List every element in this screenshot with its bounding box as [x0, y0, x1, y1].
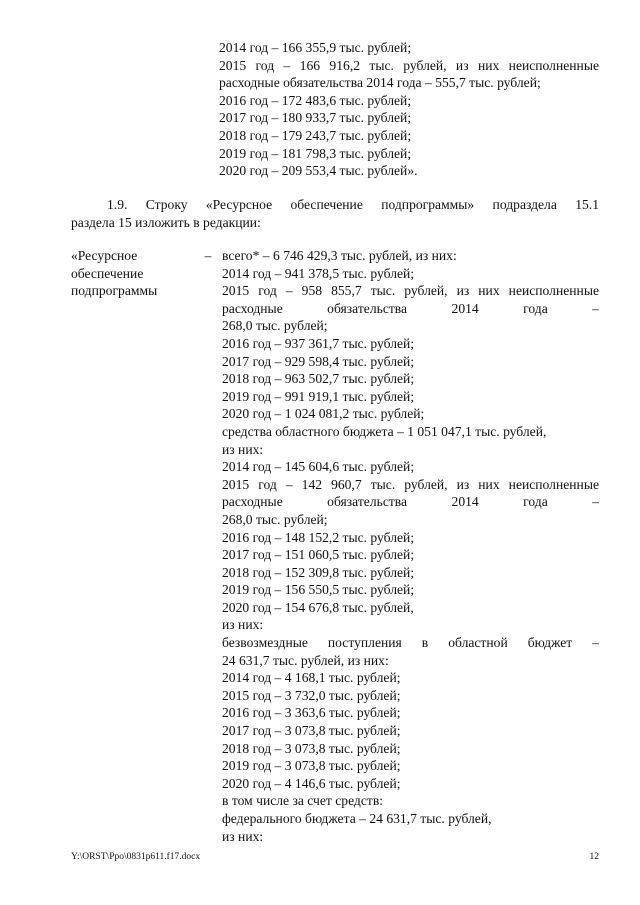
- value-line: 2017 год – 151 060,5 тыс. рублей;: [222, 547, 415, 563]
- value-line: 2016 год – 148 152,2 тыс. рублей;: [222, 529, 415, 545]
- value-line: 2015 год – 958 855,7 тыс. рублей, из них неисполненные: [222, 283, 599, 299]
- value-line: расходные обязательства 2014 года –: [222, 494, 599, 510]
- top-year-list: [219, 39, 599, 180]
- row-label: [71, 247, 211, 300]
- paragraph-line-1: 1.9. Строку «Ресурсное обеспечение подпрограммы» подраздела 15.1: [107, 197, 599, 212]
- value-line: из них:: [222, 441, 264, 457]
- value-line: 2019 год – 156 550,5 тыс. рублей;: [222, 582, 415, 598]
- year-line: 2018 год – 179 243,7 тыс. рублей;: [219, 127, 412, 143]
- paragraph-line-2: раздела 15 изложить в редакции:: [71, 214, 261, 230]
- year-line: 2019 год – 181 798,3 тыс. рублей;: [219, 145, 412, 161]
- value-line: 268,0 тыс. рублей;: [222, 318, 328, 334]
- value-line: из них:: [222, 828, 264, 844]
- value-line: 2018 год – 152 309,8 тыс. рублей;: [222, 564, 415, 580]
- value-line: всего* – 6 746 429,3 тыс. рублей, из них:: [222, 248, 457, 263]
- value-line: 2015 год – 142 960,7 тыс. рублей, из них неисполненные: [222, 476, 599, 492]
- value-line: 2016 год – 937 361,7 тыс. рублей;: [222, 335, 415, 351]
- value-line: средства областного бюджета – 1 051 047,1 тыс. рублей,: [222, 423, 547, 439]
- value-line: 2020 год – 4 146,6 тыс. рублей;: [222, 775, 401, 791]
- value-line: федерального бюджета – 24 631,7 тыс. рублей,: [222, 811, 492, 826]
- value-line: безвозмездные поступления в областной бюджет –: [222, 635, 599, 651]
- value-line: 2018 год – 963 502,7 тыс. рублей;: [222, 371, 415, 387]
- value-line: 2016 год – 3 363,6 тыс. рублей;: [222, 705, 401, 721]
- year-line: 2020 год – 209 553,4 тыс. рублей».: [219, 163, 418, 179]
- label-dash: –: [204, 248, 212, 263]
- value-line: 2015 год – 3 732,0 тыс. рублей;: [222, 687, 401, 703]
- value-line: в том числе за счет средств:: [222, 793, 384, 809]
- year-line: 2016 год – 172 483,6 тыс. рублей;: [219, 92, 412, 108]
- value-line: 2017 год – 929 598,4 тыс. рублей;: [222, 353, 415, 369]
- value-line: 2020 год – 154 676,8 тыс. рублей,: [222, 599, 414, 615]
- value-line: расходные обязательства 2014 года –: [222, 300, 599, 316]
- footer-file-path: Y:\ORST\Ppo\0831p611.f17.docx: [71, 852, 201, 862]
- year-line: 2015 год – 166 916,2 тыс. рублей, из них неисполненные: [219, 57, 599, 73]
- instruction-paragraph: [71, 196, 599, 231]
- value-line: 268,0 тыс. рублей;: [222, 511, 328, 527]
- value-line: 2019 год – 3 073,8 тыс. рублей;: [222, 758, 401, 774]
- value-line: из них:: [222, 617, 264, 633]
- year-line: расходные обязательства 2014 года – 555,7 тыс. рублей;: [219, 75, 541, 91]
- value-line: 2019 год – 991 919,1 тыс. рублей;: [222, 388, 415, 404]
- value-line: 2014 год – 4 168,1 тыс. рублей;: [222, 670, 401, 686]
- footer-page-number: 12: [589, 852, 599, 862]
- row-label-line: «Ресурсное: [71, 248, 138, 263]
- funding-values: [222, 247, 599, 845]
- value-line: 2020 год – 1 024 081,2 тыс. рублей;: [222, 406, 425, 422]
- year-line: 2017 год – 180 933,7 тыс. рублей;: [219, 110, 412, 126]
- value-line: 2014 год – 145 604,6 тыс. рублей;: [222, 459, 415, 475]
- value-line: 2018 год – 3 073,8 тыс. рублей;: [222, 740, 401, 756]
- value-line: 2014 год – 941 378,5 тыс. рублей;: [222, 265, 415, 281]
- value-line: 2017 год – 3 073,8 тыс. рублей;: [222, 723, 401, 739]
- row-label-line: подпрограммы: [71, 283, 158, 299]
- value-line: 24 631,7 тыс. рублей, из них:: [222, 652, 389, 668]
- row-label-line: обеспечение: [71, 265, 144, 281]
- year-line: 2014 год – 166 355,9 тыс. рублей;: [219, 40, 412, 55]
